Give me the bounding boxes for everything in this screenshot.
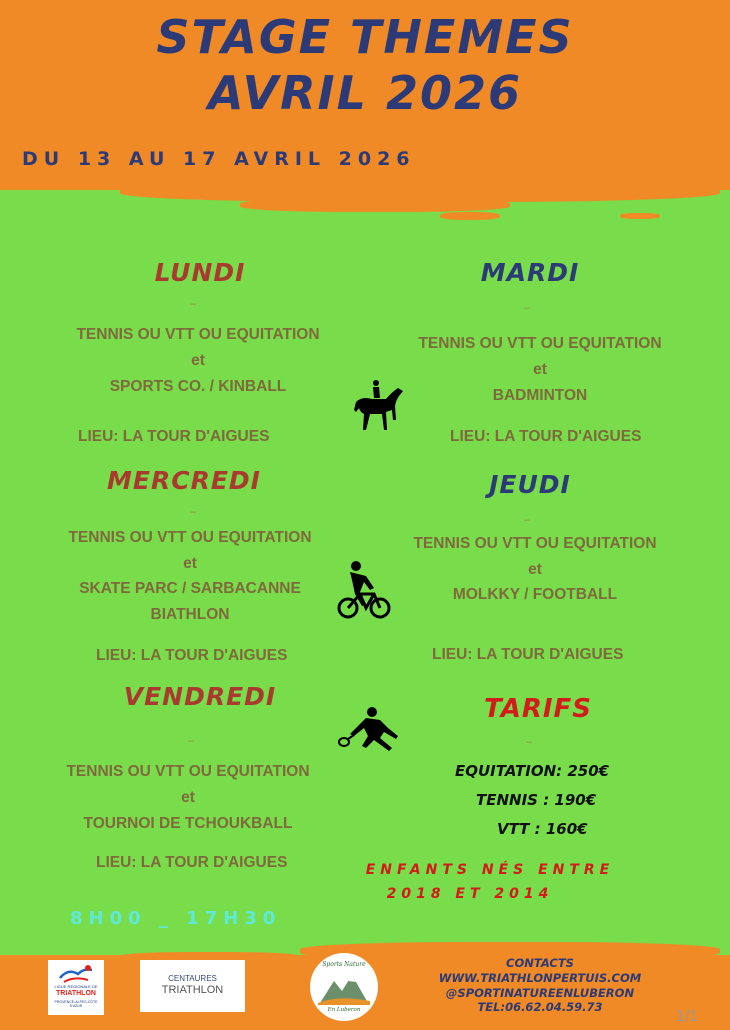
tarifs-heading: TARIFS bbox=[484, 694, 593, 724]
mardi-activity-2: BADMINTON bbox=[492, 387, 588, 404]
runner-logo-icon bbox=[58, 964, 94, 984]
brush-stroke bbox=[620, 213, 660, 219]
centaures-triathlon-logo: CENTAURES TRIATHLON bbox=[140, 960, 245, 1012]
price-vtt: VTT : 160€ bbox=[497, 820, 588, 838]
jeudi-and: et bbox=[528, 561, 542, 578]
lundi-activity-1: TENNIS OU VTT OU EQUITATION bbox=[76, 326, 320, 343]
mardi-location: LIEU: LA TOUR D'AIGUES bbox=[450, 428, 642, 445]
mercredi-and: et bbox=[183, 555, 197, 572]
day-lundi: LUNDI bbox=[154, 258, 246, 287]
contact-website[interactable]: WWW.TRIATHLONPERTUIS.COM bbox=[438, 971, 642, 985]
badminton-player-icon bbox=[336, 706, 402, 754]
contact-social[interactable]: @SPORTINATUREENLUBERON bbox=[445, 986, 635, 1000]
mardi-activity-1: TENNIS OU VTT OU EQUITATION bbox=[418, 335, 662, 352]
vendredi-activity-1: TENNIS OU VTT OU EQUITATION bbox=[66, 763, 310, 780]
mercredi-activity-1: TENNIS OU VTT OU EQUITATION bbox=[68, 529, 312, 546]
jeudi-activity-2: MOLKKY / FOOTBALL bbox=[452, 586, 618, 603]
ligue-triathlon-logo: LIGUE RÉGIONALE DE TRIATHLON PROVENCE-ALPES-CÔTE D'AZUR bbox=[48, 960, 104, 1015]
age-range-line-1: ENFANTS NÉS ENTRE bbox=[365, 862, 615, 878]
jeudi-location: LIEU: LA TOUR D'AIGUES bbox=[432, 646, 624, 663]
mercredi-activity-3: BIATHLON bbox=[150, 606, 230, 623]
divider-dash: – bbox=[190, 298, 197, 310]
contact-phone[interactable]: TEL:06.62.04.59.73 bbox=[477, 1000, 603, 1014]
page-indicator: 1/1 bbox=[675, 1008, 698, 1025]
mountain-icon bbox=[318, 971, 370, 1005]
mercredi-location: LIEU: LA TOUR D'AIGUES bbox=[96, 647, 288, 664]
day-vendredi: VENDREDI bbox=[123, 682, 277, 711]
day-mercredi: MERCREDI bbox=[107, 466, 261, 495]
brush-stroke bbox=[240, 198, 510, 212]
divider-dash: – bbox=[524, 302, 531, 314]
lundi-location: LIEU: LA TOUR D'AIGUES bbox=[78, 428, 270, 445]
divider-dash: – bbox=[190, 506, 197, 518]
mercredi-activity-2: SKATE PARC / SARBACANNE bbox=[79, 580, 301, 597]
lundi-activity-2: SPORTS CO. / KINBALL bbox=[109, 378, 287, 395]
cyclist-icon bbox=[336, 560, 392, 622]
vendredi-location: LIEU: LA TOUR D'AIGUES bbox=[96, 854, 288, 871]
mardi-and: et bbox=[533, 361, 547, 378]
schedule-hours: 8H00 _ 17H30 bbox=[70, 908, 282, 929]
price-tennis: TENNIS : 190€ bbox=[476, 791, 597, 809]
contacts-heading: CONTACTS bbox=[506, 956, 574, 970]
title-line-2: AVRIL 2026 bbox=[208, 66, 522, 120]
brush-stroke bbox=[440, 212, 500, 220]
date-range: DU 13 AU 17 AVRIL 2026 bbox=[22, 148, 416, 170]
vendredi-and: et bbox=[181, 789, 195, 806]
jeudi-activity-1: TENNIS OU VTT OU EQUITATION bbox=[413, 535, 657, 552]
day-jeudi: JEUDI bbox=[489, 470, 571, 499]
age-range-line-2: 2018 ET 2014 bbox=[386, 886, 554, 902]
lundi-and: et bbox=[191, 352, 205, 369]
divider-dash: – bbox=[524, 514, 531, 526]
horse-rider-icon bbox=[352, 378, 406, 432]
divider-dash: – bbox=[526, 736, 533, 748]
divider-dash: – bbox=[188, 735, 195, 747]
day-mardi: MARDI bbox=[480, 258, 580, 287]
sports-nature-logo: Sports Nature En Luberon bbox=[310, 953, 378, 1021]
vendredi-activity-2: TOURNOI DE TCHOUKBALL bbox=[83, 815, 293, 832]
title-line-1: STAGE THEMES bbox=[156, 10, 574, 64]
price-equitation: EQUITATION: 250€ bbox=[455, 762, 610, 780]
